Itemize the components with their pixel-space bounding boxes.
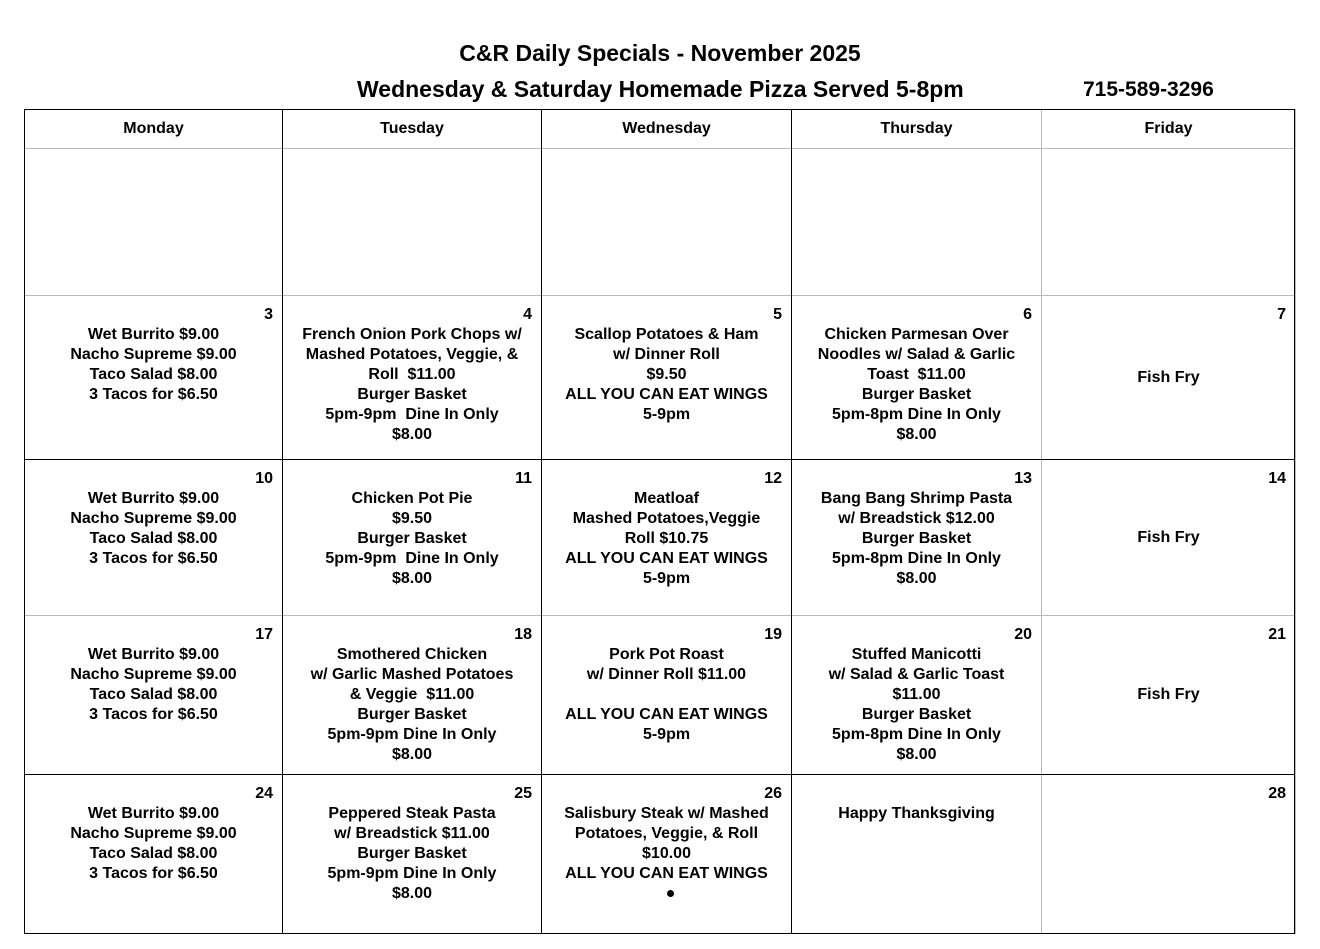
day-cell [283, 460, 542, 616]
special-item: 5-9pm [642, 570, 691, 587]
special-item: Nacho Supreme $9.00 [70, 825, 237, 842]
special-item: $8.00 [391, 885, 433, 902]
special-item: Mashed Potatoes,Veggie [572, 510, 761, 527]
special-item: Peppered Steak Pasta [328, 805, 496, 822]
special-item: Nacho Supreme $9.00 [70, 666, 237, 683]
weekday-header: Wednesday [542, 110, 792, 149]
special-item: French Onion Pork Chops w/ [302, 326, 522, 343]
special-item: Salisbury Steak w/ Mashed [564, 805, 769, 822]
day-cell [1042, 296, 1296, 460]
special-item: Noodles w/ Salad & Garlic [817, 346, 1016, 363]
special-item: Roll $11.00 [368, 366, 456, 383]
day-number: 10 [255, 470, 273, 487]
day-number [283, 149, 541, 178]
day-number [542, 149, 791, 178]
day-cell [542, 149, 792, 296]
special-item: 5pm-9pm Dine In Only [325, 406, 499, 423]
day-cell [542, 775, 792, 934]
special-item: Bang Bang Shrimp Pasta [820, 490, 1013, 507]
special-item: w/ Dinner Roll [613, 346, 720, 363]
special-item: Taco Salad $8.00 [89, 366, 218, 383]
day-number: 21 [1268, 626, 1286, 643]
special-item: $11.00 [892, 686, 941, 703]
special-item: 5pm-8pm Dine In Only [832, 550, 1001, 567]
special-item: Meatloaf [634, 490, 699, 507]
special-item: Chicken Pot Pie [351, 490, 473, 507]
special-item: Potatoes, Veggie, & Roll [574, 825, 759, 842]
special-item: 3 Tacos for $6.50 [89, 386, 218, 403]
special-item: $8.00 [391, 570, 433, 587]
special-item: 5pm-9pm Dine In Only [327, 865, 497, 882]
special-item: Wet Burrito $9.00 [87, 490, 220, 507]
weekday-header: Monday [25, 110, 283, 149]
day-cell [1042, 149, 1296, 296]
special-item: Wet Burrito $9.00 [87, 326, 220, 343]
day-number: 20 [1014, 626, 1032, 643]
day-cell [542, 460, 792, 616]
special-item: Burger Basket [861, 530, 972, 547]
special-item: $8.00 [391, 746, 433, 763]
day-cell [792, 296, 1042, 460]
special-item: $8.00 [391, 426, 433, 443]
day-cell [25, 149, 283, 296]
special-item: Pork Pot Roast [609, 646, 724, 663]
special-item: 5-9pm [642, 726, 691, 743]
day-number: 7 [1277, 306, 1286, 323]
special-item: Taco Salad $8.00 [89, 845, 218, 862]
day-cell [542, 616, 792, 775]
special-item: $9.50 [646, 366, 687, 383]
special-item: $8.00 [896, 426, 937, 443]
special-item: w/ Salad & Garlic Toast [828, 666, 1005, 683]
special-item: Burger Basket [357, 530, 467, 547]
day-number: 4 [523, 306, 532, 323]
special-item: $9.50 [391, 510, 433, 527]
special-item: ALL YOU CAN EAT WINGS [565, 706, 768, 723]
special-item: ALL YOU CAN EAT WINGS [565, 550, 768, 567]
special-item: Burger Basket [861, 386, 972, 403]
special-item: 5pm-8pm Dine In Only [832, 406, 1001, 423]
special-item: 3 Tacos for $6.50 [89, 865, 218, 882]
special-item [542, 685, 791, 705]
special-item: Wet Burrito $9.00 [87, 646, 220, 663]
day-number: 14 [1268, 470, 1286, 487]
day-number: 6 [1023, 306, 1032, 323]
day-cell [283, 775, 542, 934]
pizza-notice: Wednesday & Saturday Homemade Pizza Served 5-8pm [357, 76, 964, 102]
page-title: C&R Daily Specials - November 2025 [459, 40, 861, 66]
special-item: Taco Salad $8.00 [89, 530, 218, 547]
special-item: 5pm-8pm Dine In Only [832, 726, 1001, 743]
special-item: Fish Fry [1137, 686, 1200, 703]
special-item: Smothered Chicken [336, 646, 488, 663]
special-item: Nacho Supreme $9.00 [70, 346, 237, 363]
day-number: 18 [514, 626, 532, 643]
bullet-icon [542, 884, 791, 904]
special-item: Burger Basket [861, 706, 972, 723]
day-number: 28 [1268, 785, 1286, 802]
day-number: 11 [515, 470, 532, 487]
day-number: 3 [264, 306, 273, 323]
special-item: w/ Breadstick $11.00 [334, 825, 490, 842]
day-cell [792, 775, 1042, 934]
weekday-header: Friday [1042, 110, 1296, 149]
special-item: Wet Burrito $9.00 [87, 805, 220, 822]
day-cell [283, 616, 542, 775]
special-item: Stuffed Manicotti [851, 646, 982, 663]
day-cell [542, 296, 792, 460]
week-row [25, 296, 1296, 460]
special-item: 5-9pm [642, 406, 691, 423]
special-item: Taco Salad $8.00 [89, 686, 218, 703]
day-cell [1042, 460, 1296, 616]
week-row [25, 460, 1296, 616]
day-number: 19 [764, 626, 782, 643]
weekday-header: Tuesday [283, 110, 542, 149]
day-cell [792, 616, 1042, 775]
phone-number: 715-589-3296 [1083, 78, 1214, 101]
special-item: 3 Tacos for $6.50 [89, 706, 218, 723]
special-item: Roll $10.75 [624, 530, 709, 547]
day-number: 5 [773, 306, 782, 323]
special-item: $8.00 [896, 746, 937, 763]
special-item: Scallop Potatoes & Ham [574, 326, 759, 343]
special-item: w/ Dinner Roll $11.00 [586, 666, 747, 683]
specials-calendar [24, 109, 1296, 934]
day-number: 26 [764, 785, 782, 802]
day-number [792, 775, 1041, 804]
special-item: Fish Fry [1137, 368, 1200, 386]
day-number: 12 [764, 470, 782, 487]
day-cell [283, 149, 542, 296]
week-row [25, 775, 1296, 934]
week-row [25, 616, 1296, 775]
special-item: 5pm-9pm Dine In Only [327, 726, 497, 743]
special-item: Mashed Potatoes, Veggie, & [305, 346, 519, 363]
week-row [25, 149, 1296, 296]
day-cell [1042, 616, 1296, 775]
special-item: Burger Basket [357, 706, 467, 723]
special-item: $10.00 [642, 845, 691, 862]
special-item: Chicken Parmesan Over [824, 326, 1009, 343]
special-item: Toast $11.00 [867, 366, 966, 383]
day-cell [283, 296, 542, 460]
special-item: ALL YOU CAN EAT WINGS [565, 865, 768, 882]
day-cell [25, 296, 283, 460]
special-item: Happy Thanksgiving [838, 805, 995, 822]
weekday-header-row [25, 110, 1296, 149]
special-item: & Veggie $11.00 [349, 686, 475, 703]
special-item: 3 Tacos for $6.50 [89, 550, 218, 567]
day-cell [792, 149, 1042, 296]
day-number: 24 [255, 785, 273, 802]
weekday-header: Thursday [792, 110, 1042, 149]
day-cell [25, 616, 283, 775]
day-number: 13 [1014, 470, 1032, 487]
special-item: $8.00 [896, 570, 937, 587]
day-cell [25, 775, 283, 934]
special-item: Burger Basket [357, 845, 467, 862]
special-item: Fish Fry [1137, 528, 1200, 546]
day-number: 17 [255, 626, 273, 643]
day-cell [25, 460, 283, 616]
day-number: 25 [514, 785, 532, 802]
day-number [792, 149, 1041, 178]
day-number [1042, 149, 1295, 178]
day-number [25, 149, 282, 178]
special-item: Nacho Supreme $9.00 [70, 510, 237, 527]
special-item: Burger Basket [357, 386, 467, 403]
special-item: w/ Breadstick $12.00 [838, 510, 995, 527]
special-item: ALL YOU CAN EAT WINGS [565, 386, 768, 403]
special-item: 5pm-9pm Dine In Only [325, 550, 499, 567]
special-item: w/ Garlic Mashed Potatoes [310, 666, 514, 683]
day-cell [792, 460, 1042, 616]
day-cell [1042, 775, 1296, 934]
